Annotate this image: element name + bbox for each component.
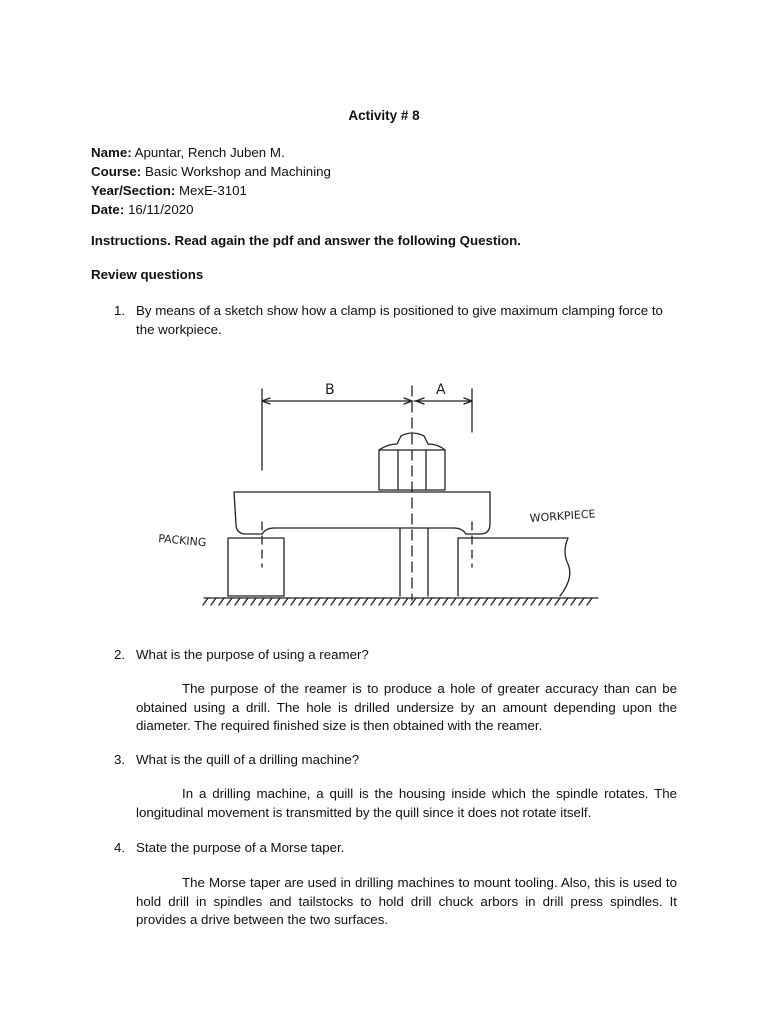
name-label: Name:	[91, 145, 132, 160]
question-number: 4.	[114, 840, 126, 855]
workpiece	[458, 538, 570, 596]
date-line	[91, 200, 331, 219]
label-workpiece: WORKPIECE	[529, 507, 596, 525]
answer-4: The Morse taper are used in drilling machines to mount tooling. Also, this is used to hold drill in spindles and tailstocks to hold drill chuck arbors in drill press spindles. It provides a drive between the two surfaces.	[136, 875, 677, 927]
student-info	[91, 143, 331, 219]
page-title: Activity # 8	[348, 108, 420, 123]
answer-3: In a drilling machine, a quill is the housing inside which the spindle rotates. The longitudinal movement is transmitted by the quill since it does not rotate itself.	[136, 786, 677, 820]
instructions: Instructions. Read again the pdf and answer the following Question.	[91, 233, 521, 248]
question-number: 1.	[114, 303, 126, 318]
question-number: 3.	[114, 752, 126, 767]
question-2	[114, 646, 679, 665]
section-line	[91, 181, 331, 200]
clamp-sketch-drawing	[148, 352, 620, 624]
ground-hatching	[203, 598, 592, 605]
question-3	[114, 751, 679, 770]
question-text: State the purpose of a Morse taper.	[136, 840, 345, 855]
name-line	[91, 143, 331, 162]
packing-block	[228, 538, 284, 596]
course-label: Course:	[91, 164, 142, 179]
label-b: B	[325, 382, 335, 398]
answer-2: The purpose of the reamer is to produce a hole of greater accuracy than can be obtained using a drill. The hole is drilled undersize by an amount depending upon the diameter. The required finished size is then obtained with the reamer.	[136, 681, 677, 733]
name-value: Apuntar, Rench Juben M.	[131, 145, 285, 160]
label-packing: PACKING	[157, 532, 207, 550]
clamp-bar	[234, 492, 490, 534]
label-a: A	[436, 382, 446, 398]
section-value: MexE-3101	[175, 183, 247, 198]
course-line	[91, 162, 331, 181]
clamp-sketch	[148, 352, 620, 624]
section-label: Year/Section:	[91, 183, 176, 198]
question-text: What is the purpose of using a reamer?	[136, 647, 369, 662]
question-4	[114, 839, 679, 858]
date-value: 16/11/2020	[124, 202, 194, 217]
question-text: What is the quill of a drilling machine?	[136, 752, 360, 767]
question-text: By means of a sketch show how a clamp is positioned to give maximum clamping force to the workpiece.	[136, 303, 663, 337]
review-heading: Review questions	[91, 267, 204, 282]
course-value: Basic Workshop and Machining	[141, 164, 331, 179]
question-number: 2.	[114, 647, 126, 662]
date-label: Date:	[91, 202, 125, 217]
question-1	[114, 302, 679, 339]
